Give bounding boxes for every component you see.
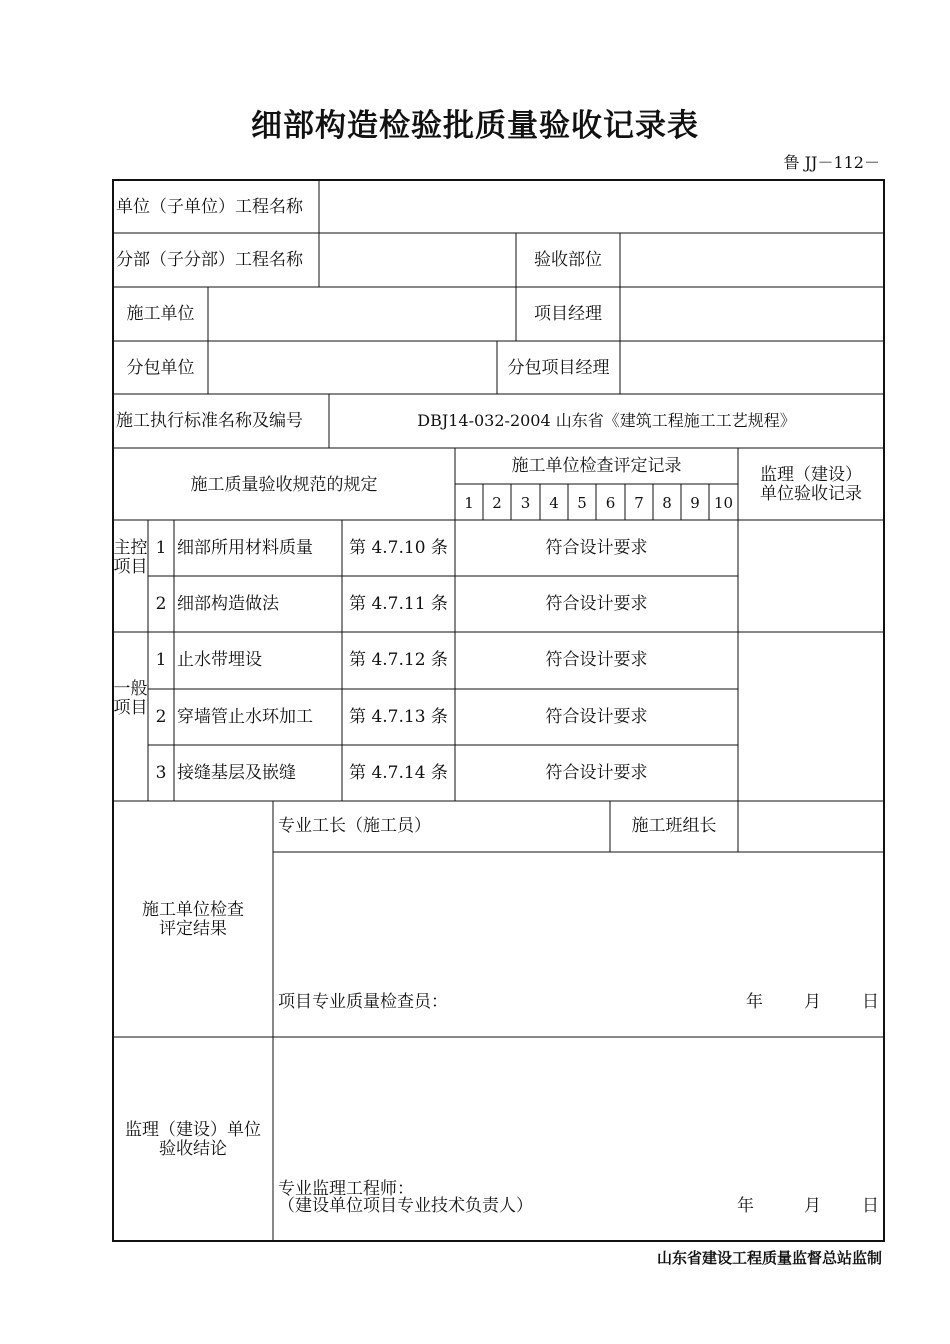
main-item-1-result: 符合设计要求 — [545, 538, 648, 558]
construction-check-label-1: 施工单位检查 — [142, 900, 244, 920]
main-item-2-clause: 第 4.7.11 条 — [349, 594, 448, 614]
main-item-1-name: 细部所用材料质量 — [177, 538, 313, 558]
supervision-conclusion-label-1: 监理（建设）单位 — [125, 1120, 261, 1140]
foreman-label: 专业工长（施工员） — [278, 816, 431, 836]
page-title: 细部构造检验批质量验收记录表 — [251, 108, 699, 144]
main-item-2-no: 2 — [155, 594, 167, 614]
general-item-3-name: 接缝基层及嵌缝 — [177, 763, 296, 783]
team-leader-label: 施工班组长 — [631, 816, 717, 836]
general-item-1-result: 符合设计要求 — [545, 650, 648, 670]
supervision-engineer-label: 专业监理工程师： — [278, 1179, 414, 1199]
project-manager-label: 项目经理 — [534, 304, 602, 324]
standard-value: DBJ14-032-2004 山东省《建筑工程施工工艺规程》 — [417, 411, 796, 430]
check-number-10: 10 — [713, 494, 734, 512]
standard-label: 施工执行标准名称及编号 — [116, 411, 303, 431]
construction-check-label-2: 评定结果 — [159, 919, 227, 939]
check-month-label: 月 — [804, 992, 821, 1012]
check-number-8: 8 — [662, 494, 672, 512]
main-items-group-label: 主控项目 — [113, 538, 148, 577]
construction-unit-label: 施工单位 — [126, 304, 195, 324]
main-item-2-result: 符合设计要求 — [545, 594, 648, 614]
check-number-7: 7 — [634, 494, 644, 512]
check-year-label: 年 — [746, 992, 763, 1012]
general-item-3-result: 符合设计要求 — [545, 763, 648, 783]
check-number-4: 4 — [549, 494, 559, 512]
general-item-2-result: 符合设计要求 — [545, 707, 648, 727]
acceptance-part-label: 验收部位 — [534, 250, 602, 270]
quality-inspector-label: 项目专业质量检查员： — [278, 992, 448, 1012]
general-item-1-clause: 第 4.7.12 条 — [349, 650, 448, 670]
conclusion-month-label: 月 — [804, 1196, 821, 1216]
supervision-label-2: 单位验收记录 — [760, 484, 862, 504]
check-day-label: 日 — [862, 992, 879, 1012]
spec-label: 施工质量验收规范的规定 — [190, 475, 378, 495]
supervision-label-1: 监理（建设） — [760, 465, 862, 485]
subcontractor-label: 分包单位 — [126, 358, 195, 378]
issuer-footer: 山东省建设工程质量监督总站监制 — [656, 1249, 882, 1267]
check-number-5: 5 — [577, 494, 587, 512]
sub-project-manager-label: 分包项目经理 — [507, 358, 610, 378]
main-item-2-name: 细部构造做法 — [177, 594, 279, 614]
general-item-3-no: 3 — [155, 763, 167, 783]
general-item-3-clause: 第 4.7.14 条 — [349, 763, 448, 783]
general-item-1-no: 1 — [155, 650, 167, 670]
check-record-label: 施工单位检查评定记录 — [511, 456, 682, 476]
main-item-1-no: 1 — [155, 538, 167, 558]
owner-technical-lead-label: （建设单位项目专业技术负责人） — [278, 1196, 533, 1216]
sub-project-label: 分部（子分部）工程名称 — [116, 250, 303, 270]
general-item-2-no: 2 — [155, 707, 167, 727]
check-number-3: 3 — [520, 494, 531, 512]
check-number-1: 1 — [464, 494, 474, 512]
general-item-1-name: 止水带埋设 — [177, 650, 262, 670]
form-code: 鲁 JJ－112－ — [783, 153, 880, 172]
check-number-2: 2 — [492, 494, 502, 512]
general-items-group-label: 一般项目 — [113, 679, 148, 718]
unit-project-label: 单位（子单位）工程名称 — [116, 197, 303, 217]
general-item-2-name: 穿墙管止水环加工 — [177, 707, 313, 727]
general-item-2-clause: 第 4.7.13 条 — [349, 707, 448, 727]
supervision-conclusion-label-2: 验收结论 — [159, 1139, 227, 1159]
conclusion-year-label: 年 — [737, 1196, 754, 1216]
main-item-1-clause: 第 4.7.10 条 — [349, 538, 448, 558]
check-number-6: 6 — [605, 494, 616, 512]
check-number-9: 9 — [690, 494, 700, 512]
conclusion-day-label: 日 — [862, 1196, 879, 1216]
